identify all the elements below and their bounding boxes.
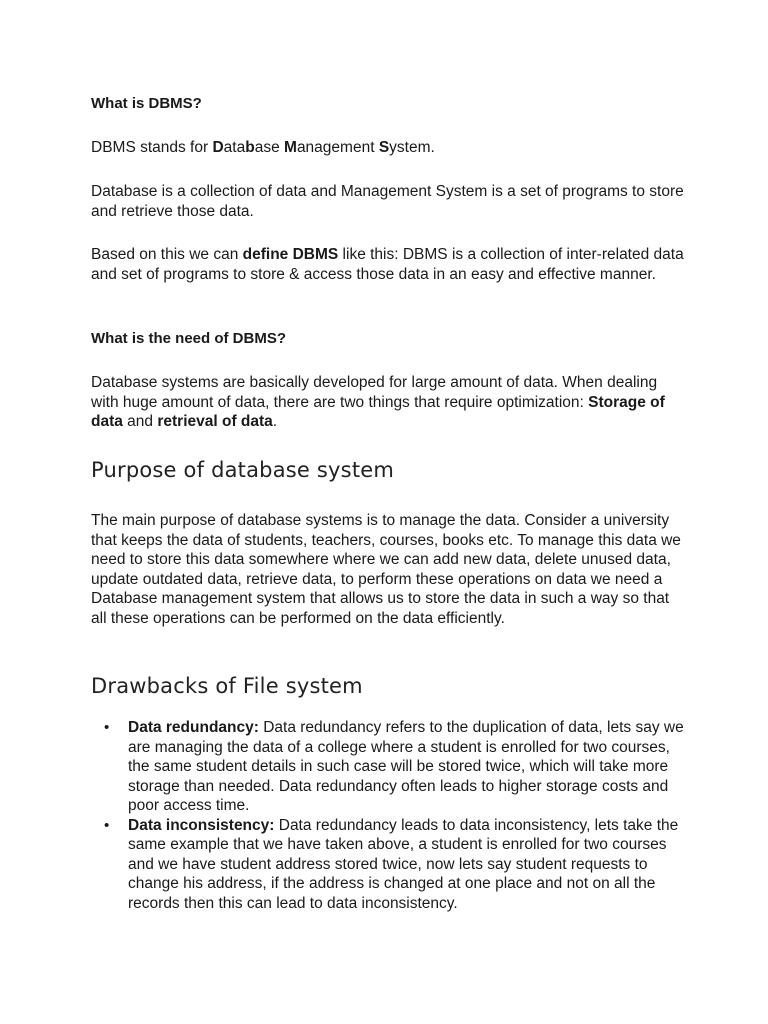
list-item-data-redundancy [91, 718, 685, 816]
text-segment: Database systems are basically developed for large amount of data. When dealing with huge amount of data, there are two things that require optimization: [91, 374, 658, 411]
text-segment: ase [254, 139, 285, 156]
text-data-inconsistency: Data redundancy leads to data inconsistency, lets take the same example that we have taken above, a student is enrolled for two courses and we have student address stored twice, now lets say student requests to change his address, if the address is changed at one place and not on all the records then this can lead to data inconsistency. [128, 816, 679, 912]
bullet-icon: • [104, 719, 110, 736]
text-segment: like this: DBMS is a collection of inter-related data and set of programs to store & access those data in an easy and effective manner. [91, 246, 684, 283]
paragraph-dbms-stands-for [91, 138, 685, 158]
heading-drawbacks-of-file-system: Drawbacks of File system [91, 674, 363, 698]
text-segment: Based on this we can [91, 246, 243, 263]
text-segment: and [122, 413, 158, 430]
paragraph-database-definition: Database is a collection of data and Management System is a set of programs to store and retrieve those data. [91, 183, 684, 220]
bold-letter-b: b [245, 139, 255, 156]
text-segment: ystem. [389, 139, 435, 156]
bold-storage-of-data: Storage of data [91, 393, 665, 430]
text-segment: anagement [296, 139, 379, 156]
heading-need-of-dbms: What is the need of DBMS? [91, 330, 286, 347]
drawbacks-list [91, 718, 685, 913]
bold-retrieval-of-data: retrieval of data [157, 413, 273, 430]
bold-define-dbms: define DBMS [242, 246, 339, 263]
term-data-inconsistency: Data inconsistency: [128, 816, 275, 834]
paragraph-need-of-dbms [91, 373, 685, 432]
bullet-icon: • [104, 816, 110, 834]
bold-letter-m: M [284, 139, 297, 156]
text-segment: ata [223, 139, 246, 156]
text-segment: . [272, 413, 278, 430]
paragraph-define-dbms [91, 245, 685, 284]
term-data-redundancy: Data redundancy: [128, 719, 259, 736]
text-data-redundancy: Data redundancy refers to the duplication of data, lets say we are managing the data of a college where a student is enrolled for two courses, the same student details in such case will be stored twice, which will take more storage than needed. Data redundancy often leads to higher storage costs and poor access time. [128, 719, 684, 814]
paragraph-purpose: The main purpose of database systems is to manage the data. Consider a university that keeps the data of students, teachers, courses, books etc. To manage this data we need to store this data somewhere where we can add new data, delete unused data, update outdated data, retrieve data, to perform these operations on data we need a Database management system that allows us to store the data in such a way so that all these operations can be performed on the data efficiently. [91, 512, 681, 627]
text-segment: DBMS stands for [91, 139, 213, 156]
list-item-data-inconsistency [91, 816, 685, 914]
bold-letter-d: D [212, 139, 224, 156]
bold-letter-s: S [378, 139, 390, 156]
heading-purpose-of-database-system: Purpose of database system [91, 458, 395, 482]
heading-what-is-dbms: What is DBMS? [91, 95, 202, 112]
